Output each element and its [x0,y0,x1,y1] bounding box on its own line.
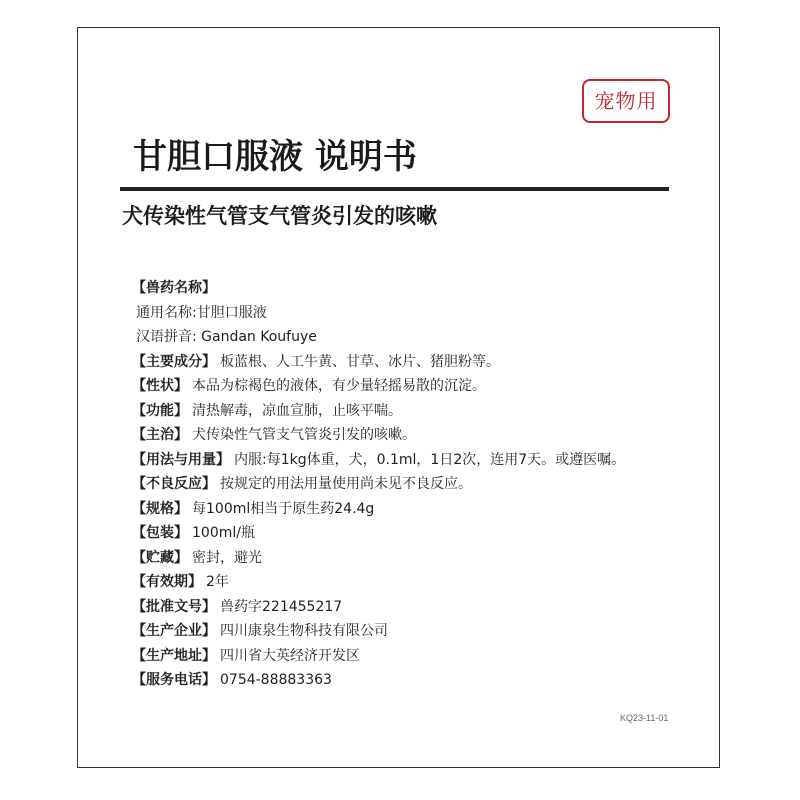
section-row [132,472,692,497]
section-row [132,448,692,473]
section-text: 每100ml相当于原生药24.4g [192,500,375,517]
indication-subtitle: 犬传染性气管支气管炎引发的咳嗽 [122,204,437,228]
section-text: 四川省大英经济开发区 [220,647,360,664]
pet-use-badge: 宠物用 [582,79,670,123]
section-row [132,570,692,595]
section-row [132,301,692,326]
section-text: 汉语拼音: Gandan Koufuye [136,329,317,345]
section-row [132,668,692,693]
section-text: 四川康泉生物科技有限公司 [220,623,388,639]
section-row [132,497,692,522]
section-label: 【包装】 [132,525,188,541]
section-label: 【兽药名称】 [132,280,216,296]
section-label: 【有效期】 [132,574,202,590]
section-row [132,546,692,571]
section-row [132,521,692,546]
section-label: 【规格】 [132,500,188,517]
instruction-sections [132,276,692,693]
section-label: 【批准文号】 [132,598,216,615]
section-label: 【生产地址】 [132,647,216,664]
section-text: 100ml/瓶 [192,525,255,541]
section-label: 【功能】 [132,402,188,419]
section-text: 内服:每1kg体重，犬，0.1ml，1日2次，连用7天。或遵医嘱。 [234,451,626,468]
section-row [132,399,692,424]
section-text: 清热解毒，凉血宣肺，止咳平喘。 [192,402,402,419]
section-row [132,276,692,301]
section-row [132,644,692,669]
section-row [132,350,692,375]
section-text: 密封，避光 [192,549,262,566]
section-row [132,374,692,399]
section-row [132,595,692,620]
section-text: 按规定的用法用量使用尚未见不良反应。 [220,476,472,492]
document-title: 甘胆口服液 说明书 [133,137,417,177]
title-divider [120,187,669,191]
section-label: 【主治】 [132,427,188,443]
section-row [132,619,692,644]
section-text: 2年 [206,574,229,590]
section-label: 【服务电话】 [132,672,216,688]
section-label: 【主要成分】 [132,353,216,370]
section-text: 板蓝根、人工牛黄、甘草、冰片、猪胆粉等。 [220,353,500,370]
section-label: 【贮藏】 [132,549,188,566]
section-text: 通用名称:甘胆口服液 [136,304,267,321]
section-label: 【不良反应】 [132,476,216,492]
document-code: KQ23-11-01 [620,713,669,723]
section-text: 兽药字221455217 [220,598,343,615]
section-row [132,325,692,350]
section-label: 【生产企业】 [132,623,216,639]
section-label: 【用法与用量】 [132,451,230,468]
section-text: 犬传染性气管支气管炎引发的咳嗽。 [192,427,416,443]
section-text: 0754-88883363 [220,672,332,688]
section-row [132,423,692,448]
section-text: 本品为棕褐色的液体，有少量轻摇易散的沉淀。 [192,378,486,394]
section-label: 【性状】 [132,378,188,394]
